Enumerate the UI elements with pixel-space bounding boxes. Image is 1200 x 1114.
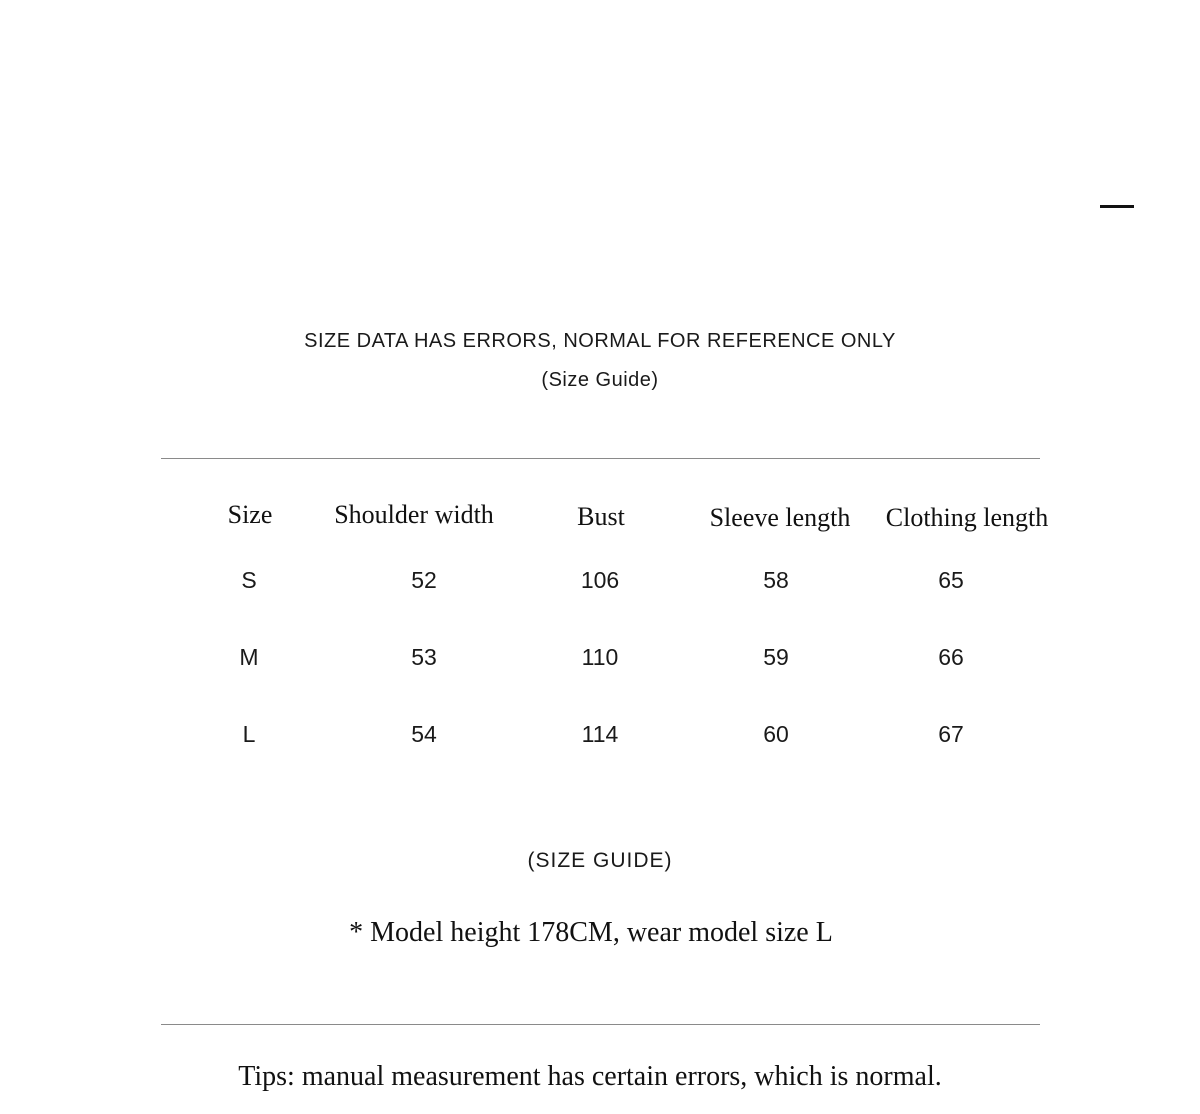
size-guide-label: (SIZE GUIDE) bbox=[527, 849, 673, 872]
table-cell: 60 bbox=[763, 721, 789, 747]
table-cell: 114 bbox=[581, 721, 619, 747]
header-clothing-length: Clothing length bbox=[885, 503, 1049, 532]
table-cell: 59 bbox=[763, 644, 789, 670]
table-cell: S bbox=[241, 567, 257, 593]
header-shoulder-width: Shoulder width bbox=[334, 500, 494, 529]
table-cell: 54 bbox=[411, 721, 437, 747]
model-note: * Model height 178CM, wear model size L bbox=[349, 917, 833, 948]
table-cell: 58 bbox=[763, 567, 789, 593]
size-data-notice: SIZE DATA HAS ERRORS, NORMAL FOR REFERENCE ONLY bbox=[304, 330, 896, 352]
table-cell: 66 bbox=[938, 644, 964, 670]
header-size: Size bbox=[227, 500, 273, 529]
table-cell: 106 bbox=[580, 567, 620, 593]
tips-text: Tips: manual measurement has certain errors, which is normal. bbox=[238, 1061, 942, 1092]
table-cell: 53 bbox=[411, 644, 437, 670]
bottom-divider bbox=[161, 1024, 1040, 1025]
table-cell: 52 bbox=[411, 567, 437, 593]
header-bust: Bust bbox=[577, 502, 625, 531]
table-cell: 65 bbox=[938, 567, 964, 593]
table-cell: 67 bbox=[938, 721, 964, 747]
table-cell: 110 bbox=[581, 644, 619, 670]
table-cell: L bbox=[242, 721, 256, 747]
header-sleeve-length: Sleeve length bbox=[709, 503, 851, 532]
table-cell: M bbox=[239, 644, 259, 670]
size-guide-subtitle: (Size Guide) bbox=[541, 369, 659, 391]
